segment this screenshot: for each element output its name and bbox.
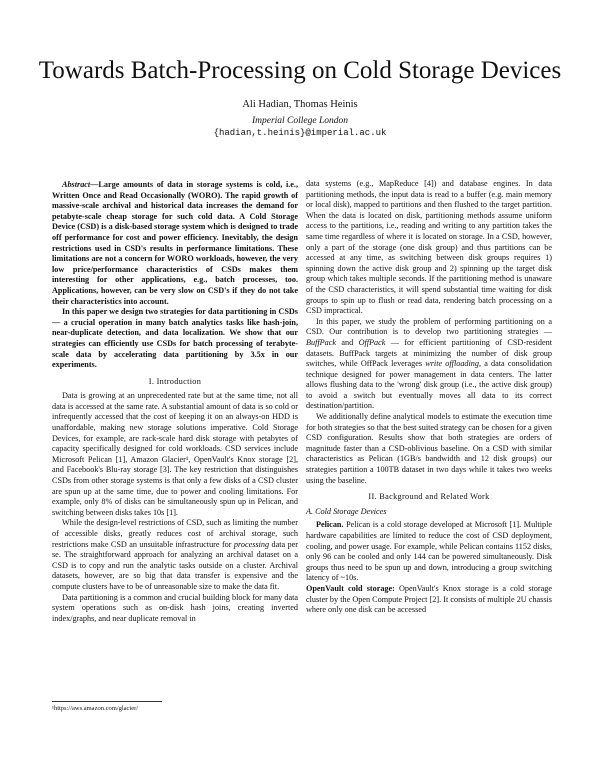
r-p2-a: In this paper, we study the problem of performing partitioning on a CSD. Our contribution is to develop two partitioning strategies — — [306, 316, 552, 337]
email: {hadian,t.heinis}@imperial.ac.uk — [213, 128, 387, 138]
intro-p2-b: data per se. The straightforward approach for analyzing an archival dataset on a CSD is to copy and run the analytic tasks outside on a cluster. Archival datasets, however, are so big that data transfer is expensive and the compute clusters have to be of unreasonable size to make the data fit. — [52, 539, 298, 591]
abstract-text-1: —Large amounts of data in storage systems is cold, i.e., Written Once and Read Occasionally (WORO). The rapid growth of massive-scale archival and historical data increases the demand for petabyte-scale cheap storage for such cold data. A Cold Storage Device (CSD) is a disk-based storage system which is designed to trade off performance for cost and power efficiency. Inevitably, the design restrictions used in CSD's results in performance limitations. These limitations are not a concern for WORO workloads, however, the very low price/performance characteristics of CSDs makes them interesting for other applications, e.g., batch processes, too. Applications, however, can be very slow on CSD's if they do not take their characteristics into account. — [52, 180, 298, 306]
r-p2-c: — for efficient partitioning of CSD-resident datasets. BuffPack targets at minimizing the number of disk group switches, while OffPack leverages — [306, 337, 552, 369]
r-p2-b: and — [336, 337, 359, 347]
pelican-text: Pelican is a cold storage developed at Microsoft [1]. Multiple hardware capabilities are limited to reduce the cost of CSD deployment, cooling, and power usage. For example, while Pelican contains 1152 disks, only 96 can be cooled and only 144 can be powered simultaneously. Disk groups thus need to be spun up and down, introducing a group switching latency of ~10s. — [306, 520, 552, 583]
openvault-text: OpenVault's Knox storage is a cold storage cluster by the Open Compute Project [2]. It consists of multiple 2U chassis where only one disk can be accessed — [306, 583, 552, 615]
intro-p2-a: While the design-level restrictions of CSD, such as limiting the number of accessible disks, greatly reduces cost of archival storage, such restrictions make CSD an unsuitable infrastructure for — [52, 518, 298, 549]
pelican-paragraph — [306, 520, 552, 584]
openvault-paragraph — [306, 584, 552, 616]
abstract-label: Abstract — [62, 180, 91, 189]
affiliation: Imperial College London — [251, 116, 349, 126]
paper-title: Towards Batch-Processing on Cold Storage Devices — [38, 57, 562, 84]
footnote: ¹https://aws.amazon.com/glacier/ — [52, 701, 162, 712]
intro-paragraph-2 — [52, 518, 298, 592]
right-paragraph-3: We additionally define analytical models to estimate the execution time for both strategies so that the best suited strategy can be chosen for a given CSD configuration. Results show that both strategies are orders of magnitude faster than a CSD-oblivious baseline. On a CSD with similar characteristics as Pelican (1GB/s bandwidth and 12 disk groups) our strategies partition a 100TB dataset in two days while it takes two weeks using the baseline. — [306, 412, 552, 485]
write-offloading-term: write offloading — [425, 359, 479, 369]
openvault-label: OpenVault cold storage: — [306, 583, 395, 593]
intro-p2-em: processing — [233, 539, 270, 549]
buffpack-term: BuffPack — [306, 337, 337, 347]
abstract-paragraph-2: In this paper we design two strategies for data partitioning in CSDs — a crucial operation in many batch analytics tasks like hash-join, near-duplicate detection, and data localization. We show that our strategies can efficiently use CSDs for batch processing of terabyte-scale data by accelerating data partitioning by 3.5x in our experiments. — [52, 307, 298, 370]
subsection-heading-cold-storage: A. Cold Storage Devices — [306, 506, 387, 516]
right-paragraph-2 — [306, 317, 552, 412]
pelican-label: Pelican. — [316, 520, 344, 530]
abstract-paragraph-1 — [52, 180, 298, 307]
intro-paragraph-1: Data is growing at an unprecedented rate but at the same time, not all data is accessed at the same rate. A substantial amount of data is so cold or infrequently accessed that the cost of keeping it on an always-on HDD is unaffordable, making new storage solutions imperative. Cold Storage Devices, for example, are rack-scale hard disk storage with petabytes of capacity specifically designed for cold workloads. CSD services include Microsoft Pelican [1], Amazon Glacier¹, OpenVault's Knox storage [2], and Facebook's Blu-ray storage [3]. The key restriction that distinguishes CSDs from other storage systems is that only a few disks of a CSD cluster are spun up at the same time, due to power and cooling limitations. For example, only 8% of disks can be simultaneously spun up in Pelican, and switching between disks takes 10s [1]. — [52, 391, 298, 517]
left-column — [52, 180, 298, 624]
authors: Ali Hadian, Thomas Heinis — [242, 99, 358, 110]
r-p2-d: , a data consolidation technique designed for power management in data centers. The latter allows flushing data to the 'wrong' disk group (i.e., the active disk group) to avoid a switch but eventually moves all data to its correct destination/partition. — [306, 359, 553, 411]
right-column — [306, 179, 552, 616]
section-heading-introduction: I. Introduction — [148, 376, 202, 386]
offpack-term: OffPack — [358, 337, 386, 347]
right-paragraph-1: data systems (e.g., MapReduce [4]) and database engines. In data partitioning methods, the input data is read to a buffer (e.g. main memory or local disk), mapped to partitions and then flushed to the target partition. When the data is located on disk, partitioning methods assume uniform access to the partitions, i.e., reading and writing to any partition takes the same time regardless of where it is located on storage. In a CSD, however, only a part of the storage (one disk group) and thus partitions can be accessed at any time, as switching between disk groups requires 1) spinning down the active disk group and 2) spinning up the target disk group which takes multiple seconds. If the partitioning method is unaware of the CSD characteristics, it will spend substantial time waiting for disk groups to spin up to flush or read data, rendering batch processing on a CSD impractical. — [306, 179, 552, 316]
intro-paragraph-3: Data partitioning is a common and crucial building block for many data system operations such as on-disk hash joins, creating inverted index/graphs, and near duplicate removal in — [52, 592, 298, 623]
section-heading-background: II. Background and Related Work — [368, 492, 490, 502]
